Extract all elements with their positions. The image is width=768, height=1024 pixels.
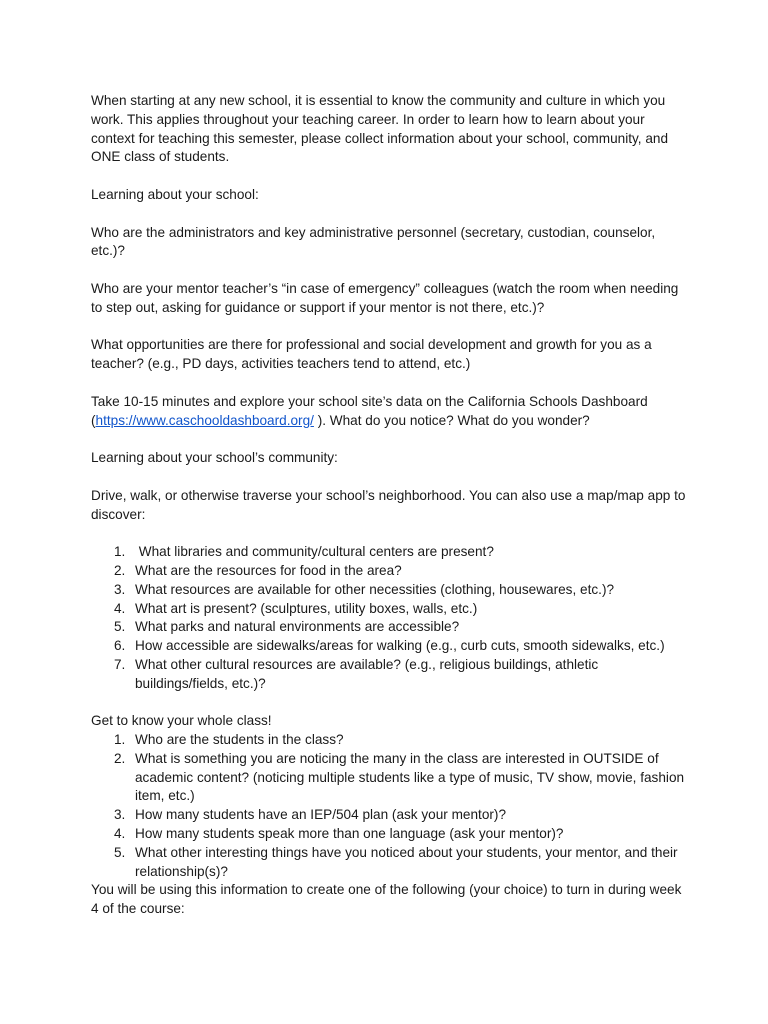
list-item-number: 2. bbox=[114, 750, 126, 766]
list-item-number: 5. bbox=[114, 844, 126, 860]
list-item-number: 2. bbox=[114, 562, 126, 578]
community-section-heading: Learning about your school’s community: bbox=[91, 450, 338, 466]
school-section-heading: Learning about your school: bbox=[91, 186, 259, 202]
class-section-heading: Get to know your whole class! bbox=[91, 713, 272, 729]
list-item-text: What are the resources for food in the area? bbox=[135, 562, 402, 578]
list-item bbox=[91, 600, 691, 619]
list-item bbox=[91, 562, 691, 581]
list-item bbox=[91, 656, 691, 694]
community-intro: Drive, walk, or otherwise traverse your school’s neighborhood. You can also use a map/map app to discover: bbox=[91, 487, 686, 522]
list-item-text: What other interesting things have you noticed about your students, your mentor, and their relationship(s)? bbox=[135, 844, 678, 879]
list-item-number: 1. bbox=[114, 732, 126, 748]
list-item-text: What is something you are noticing the many in the class are interested in OUTSIDE of academic content? (noticing multiple students like a type of music, TV show, movie, fashion item, etc.) bbox=[135, 750, 685, 804]
list-item-number: 1. bbox=[114, 544, 126, 560]
list-item-number: 4. bbox=[114, 600, 126, 616]
list-item-number: 6. bbox=[114, 638, 126, 654]
school-dashboard-paragraph bbox=[91, 393, 691, 431]
list-item bbox=[91, 825, 691, 844]
closing-paragraph: You will be using this information to create one of the following (your choice) to turn in during week 4 of the course: bbox=[91, 882, 682, 917]
list-item-text: What resources are available for other necessities (clothing, housewares, etc.)? bbox=[135, 581, 615, 597]
list-item-text: How many students have an IEP/504 plan (ask your mentor)? bbox=[135, 807, 507, 823]
list-item-text: Who are the students in the class? bbox=[135, 732, 344, 748]
list-item bbox=[91, 750, 691, 806]
school-question-development: What opportunities are there for professional and social development and growth for you as a teacher? (e.g., PD days, activities teachers tend to attend, etc.) bbox=[91, 337, 652, 372]
document-page bbox=[91, 92, 691, 919]
intro-paragraph: When starting at any new school, it is essential to know the community and culture in which you work. This applies throughout your teaching career. In order to learn how to learn about your context for teaching this semester, please collect information about your school, community, and ONE class of students. bbox=[91, 93, 669, 165]
list-item bbox=[91, 806, 691, 825]
list-item bbox=[91, 637, 691, 656]
list-item-text: How accessible are sidewalks/areas for walking (e.g., curb cuts, smooth sidewalks, etc.) bbox=[135, 638, 665, 654]
class-list bbox=[91, 731, 691, 881]
list-item-number: 4. bbox=[114, 826, 126, 842]
school-question-administrators: Who are the administrators and key administrative personnel (secretary, custodian, counselor, etc.)? bbox=[91, 224, 656, 259]
list-item bbox=[91, 618, 691, 637]
list-item bbox=[91, 844, 691, 882]
dashboard-text-before: Take 10-15 minutes and explore your school site’s data on the California Schools Dashboard ( bbox=[91, 393, 648, 428]
community-list bbox=[91, 543, 691, 693]
list-item-text: What libraries and community/cultural centers are present? bbox=[135, 544, 494, 560]
list-item-text: What other cultural resources are available? (e.g., religious buildings, athletic buildings/fields, etc.)? bbox=[135, 656, 599, 691]
list-item bbox=[91, 731, 691, 750]
dashboard-link[interactable]: https://www.caschooldashboard.org/ bbox=[95, 412, 314, 428]
dashboard-text-after: ). What do you notice? What do you wonder? bbox=[313, 412, 590, 428]
list-item bbox=[91, 581, 691, 600]
list-item-text: How many students speak more than one language (ask your mentor)? bbox=[135, 826, 564, 842]
list-item-text: What parks and natural environments are accessible? bbox=[135, 619, 460, 635]
list-item bbox=[91, 543, 691, 562]
list-item-number: 3. bbox=[114, 581, 126, 597]
list-item-text: What art is present? (sculptures, utility boxes, walls, etc.) bbox=[135, 600, 478, 616]
list-item-number: 3. bbox=[114, 807, 126, 823]
school-question-emergency-colleagues: Who are your mentor teacher’s “in case of emergency” colleagues (watch the room when needing to step out, asking for guidance or support if your mentor is not there, etc.)? bbox=[91, 280, 679, 315]
list-item-number: 7. bbox=[114, 656, 126, 672]
list-item-number: 5. bbox=[114, 619, 126, 635]
